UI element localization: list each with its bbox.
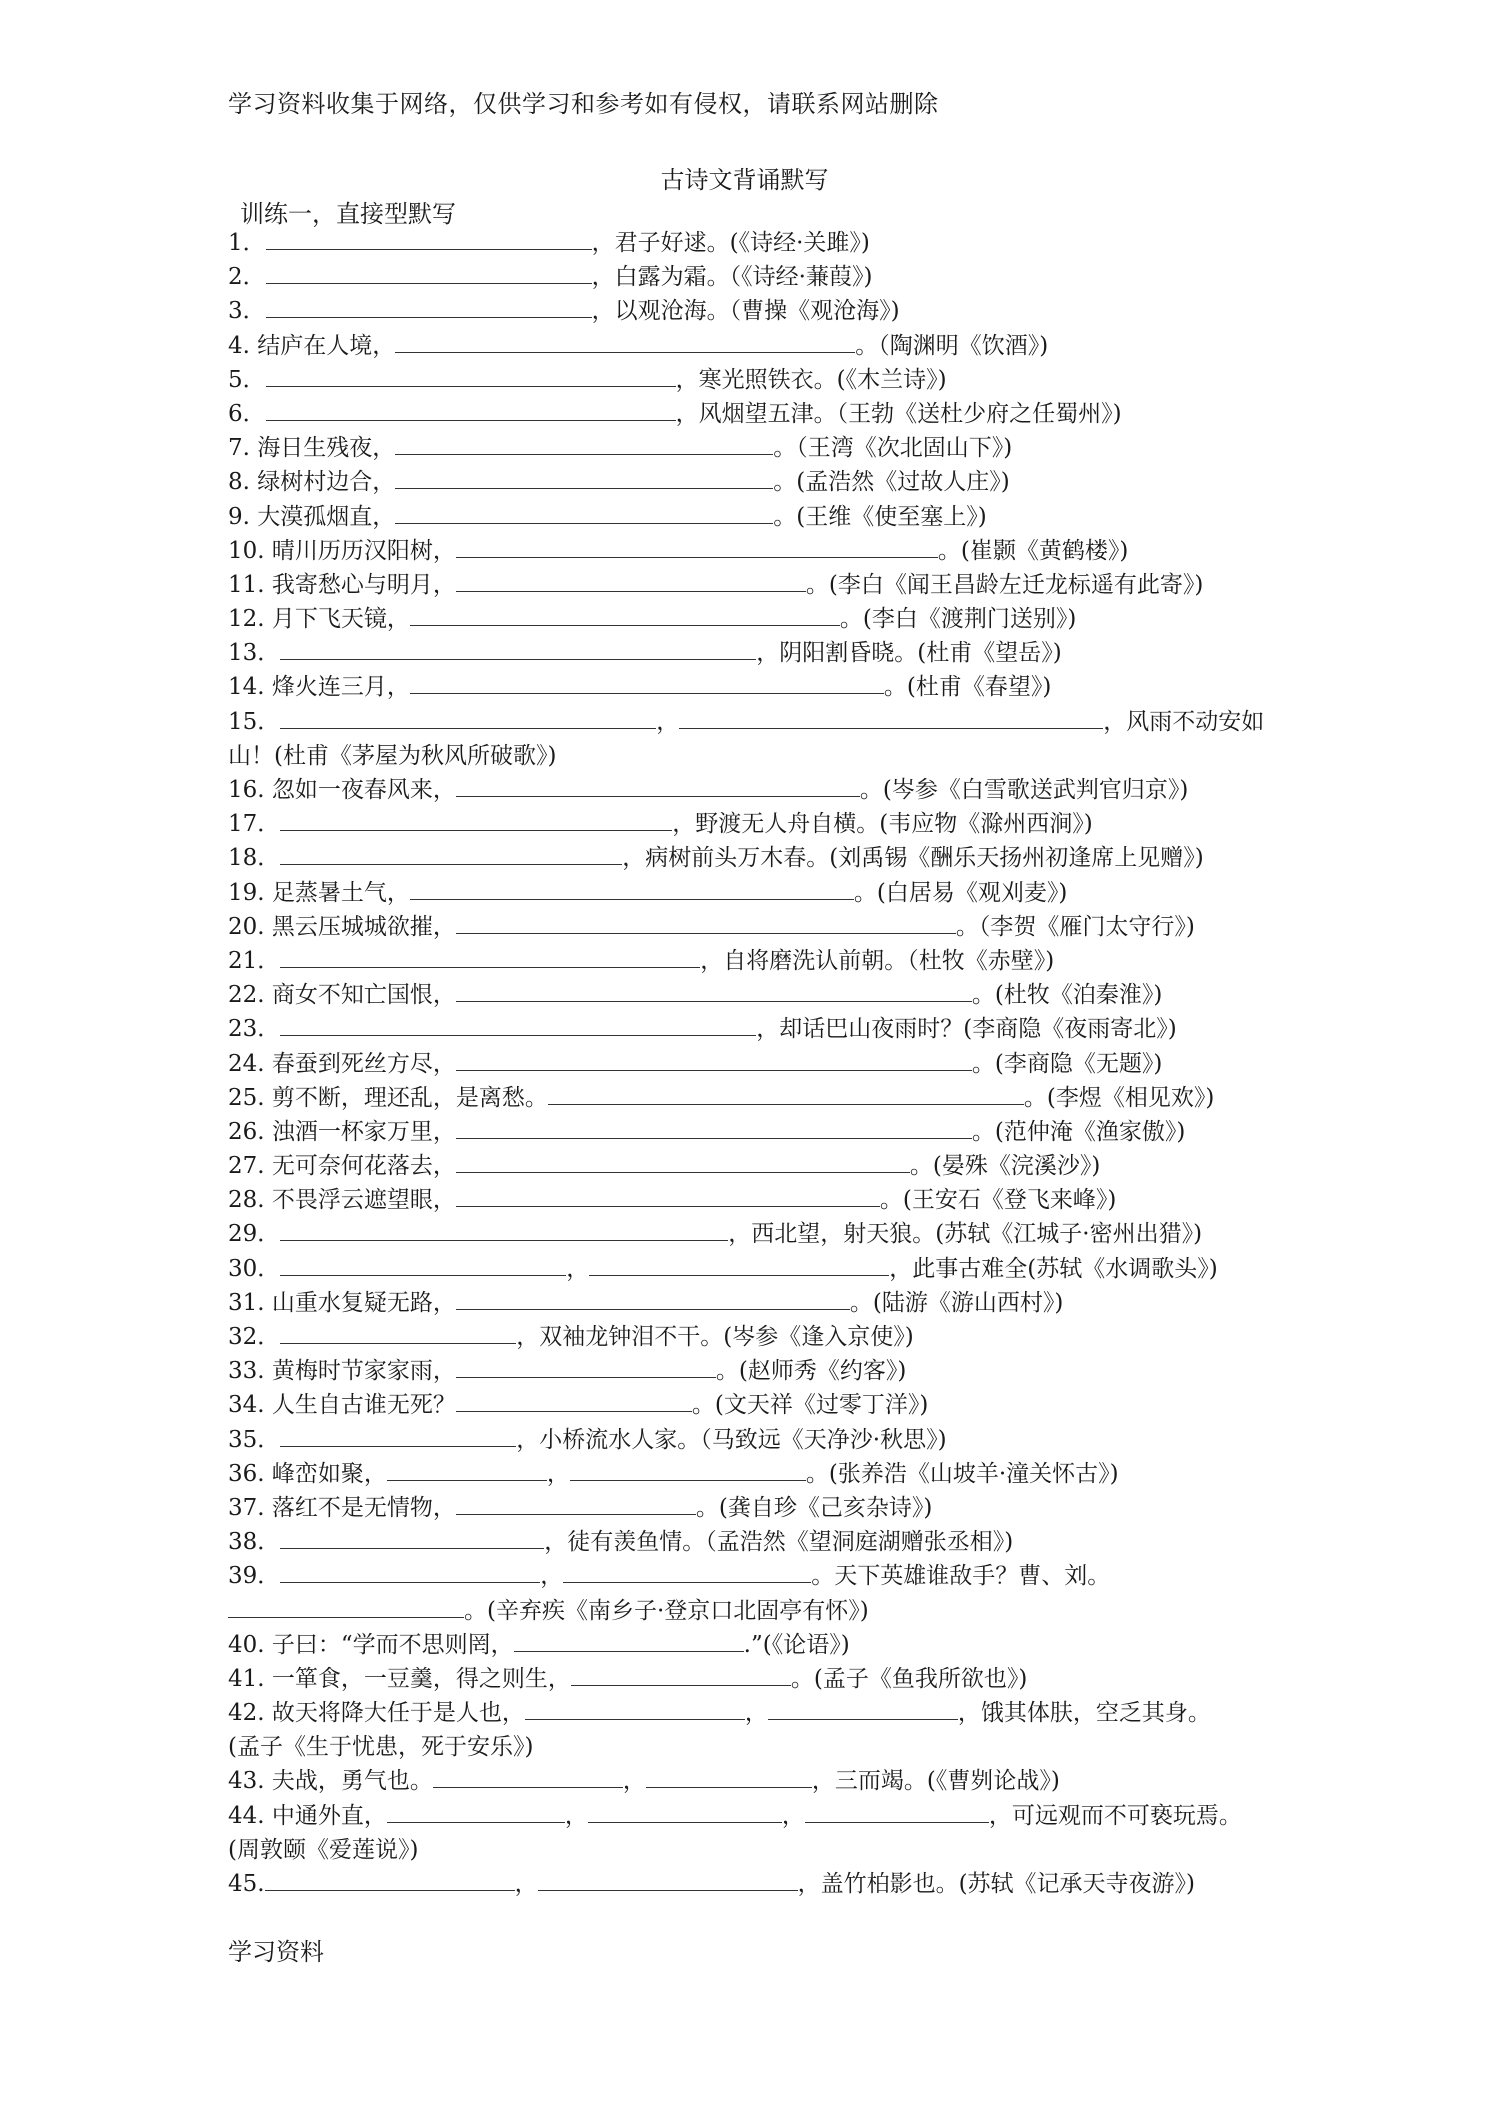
exercise-line [228, 705, 1288, 739]
line-text: ，三而竭。(《曹刿论战》) [811, 1768, 1060, 1795]
line-text: 。(龚自珍《己亥杂诗》) [695, 1494, 933, 1521]
line-text: ，饿其体肤，空乏其身。 [957, 1700, 1211, 1727]
exercise-line [228, 1320, 1288, 1354]
answer-blank[interactable] [589, 1255, 889, 1276]
line-text: 5． [228, 366, 266, 393]
answer-blank[interactable] [456, 913, 956, 934]
exercise-line [228, 1115, 1288, 1149]
line-text: ，病树前头万木春。(刘禹锡《酬乐天扬州初逢席上见赠》) [622, 845, 1204, 872]
answer-blank[interactable] [456, 981, 972, 1002]
line-text: 10. 晴川历历汉阳树， [228, 537, 456, 564]
exercise-line [228, 841, 1288, 875]
answer-blank[interactable] [514, 1631, 744, 1652]
line-text: 。(杜牧《泊秦淮》) [971, 982, 1163, 1009]
line-text: 。(杜甫《春望》) [883, 674, 1052, 701]
line-text: 24. 春蚕到死丝方尽， [228, 1050, 456, 1077]
exercise-line [228, 534, 1288, 568]
answer-blank[interactable] [266, 229, 592, 250]
line-text: 。(崔颢《黄鹤楼》) [937, 537, 1129, 564]
line-text: 39． [228, 1563, 281, 1590]
answer-blank[interactable] [387, 1802, 565, 1823]
line-text: 6． [228, 400, 266, 427]
line-text: ， [781, 1802, 805, 1829]
exercise-line [228, 670, 1288, 704]
exercise-line [228, 876, 1288, 910]
answer-blank[interactable] [280, 1255, 566, 1276]
answer-blank[interactable] [280, 844, 622, 865]
line-text: ，西北望，射天狼。(苏轼《江城子·密州出猎》) [728, 1221, 1203, 1248]
line-text: 14. 烽火连三月， [228, 674, 410, 701]
line-text: 9. 大漠孤烟直， [228, 503, 396, 530]
line-text: 15． [228, 708, 281, 735]
exercise-line [228, 1012, 1288, 1046]
answer-blank[interactable] [266, 400, 676, 421]
line-text: 。(李煜《相见欢》) [1023, 1084, 1215, 1111]
line-text: 。（陶渊明《饮酒》) [855, 332, 1049, 359]
line-text: 19. 足蒸暑土气， [228, 879, 410, 906]
exercise-line [228, 602, 1288, 636]
answer-blank[interactable] [456, 571, 806, 592]
line-text: 。(白居易《观刈麦》) [853, 879, 1068, 906]
line-text: 3． [228, 298, 266, 325]
document-title: 古诗文背诵默写 [660, 166, 829, 194]
exercise-line [228, 944, 1288, 978]
line-text: 11. 我寄愁心与明月， [228, 571, 456, 598]
answer-blank[interactable] [456, 1050, 972, 1071]
line-text: ，盖竹柏影也。(苏轼《记承天寺夜游》) [797, 1871, 1196, 1897]
exercise-line [228, 807, 1288, 841]
answer-blank[interactable] [433, 1767, 623, 1788]
answer-blank[interactable] [387, 1460, 547, 1481]
answer-blank[interactable] [280, 639, 756, 660]
line-text: 34. 人生自古谁无死？ [228, 1392, 456, 1419]
line-text: 32． [228, 1324, 281, 1350]
line-text: 22. 商女不知亡国恨， [228, 982, 456, 1009]
line-text: ，小桥流水人家。（马致远《天净沙·秋思》) [516, 1426, 947, 1453]
answer-blank[interactable] [548, 1084, 1024, 1105]
exercise-line [228, 1081, 1288, 1115]
answer-blank[interactable] [410, 605, 840, 626]
exercise-line [228, 431, 1288, 465]
line-text: 2． [228, 264, 266, 291]
answer-blank[interactable] [456, 1152, 910, 1173]
line-text: 。(文天祥《过零丁洋》) [691, 1392, 929, 1419]
line-text: ，白露为霜。（《诗经·蒹葭》) [591, 264, 873, 291]
exercise-line [228, 1594, 1288, 1628]
answer-blank[interactable] [280, 708, 656, 729]
exercise-line [228, 636, 1288, 670]
answer-blank[interactable] [410, 673, 884, 694]
line-text: 40. 子曰：“学而不思则罔， [228, 1631, 514, 1658]
section-heading: 训练一，直接型默写 [240, 200, 456, 228]
line-text: ，可远观而不可亵玩焉。 [988, 1802, 1242, 1829]
line-text: 。（李贺《雁门太守行》) [955, 913, 1195, 940]
answer-blank[interactable] [280, 1323, 516, 1344]
line-text: 35． [228, 1426, 281, 1453]
line-text: ，此事古难全(苏轼《水调歌头》) [889, 1255, 1218, 1282]
line-text: 。(张养浩《山坡羊·潼关怀古》) [805, 1460, 1119, 1487]
exercise-line [228, 1423, 1288, 1457]
exercise-line [228, 1286, 1288, 1320]
exercise-line [228, 1764, 1288, 1798]
answer-blank[interactable] [280, 810, 672, 831]
answer-blank[interactable] [768, 1699, 958, 1720]
answer-blank[interactable] [395, 468, 773, 489]
line-text: 28. 不畏浮云遮望眼， [228, 1187, 456, 1214]
line-text: ，君子好逑。(《诗经·关雎》) [591, 230, 870, 256]
answer-blank[interactable] [395, 434, 773, 455]
answer-blank[interactable] [456, 1494, 696, 1515]
exercise-line [228, 294, 1288, 328]
line-text: 。(李白《渡荆门送别》) [839, 606, 1077, 633]
exercise-line [228, 1047, 1288, 1081]
line-text: 13． [228, 640, 281, 667]
line-text: 21． [228, 947, 281, 974]
line-text: 。天下英雄谁敌手？曹、刘。 [811, 1563, 1111, 1590]
answer-blank[interactable] [538, 1870, 798, 1891]
exercise-line [228, 1388, 1288, 1422]
exercise-line [228, 1491, 1288, 1525]
line-text: 4. 结庐在人境， [228, 332, 396, 359]
footer-note: 学习资料 [228, 1938, 324, 1966]
exercise-line [228, 500, 1288, 534]
line-text: 44. 中通外直， [228, 1802, 387, 1829]
line-text: 43. 夫战，勇气也。 [228, 1768, 433, 1795]
line-text: 30． [228, 1255, 281, 1282]
line-text: ，徒有羡鱼情。（孟浩然《望洞庭湖赠张丞相》) [544, 1529, 1014, 1556]
answer-blank[interactable] [456, 1118, 972, 1139]
line-text: .”(《论语》) [743, 1631, 850, 1658]
line-text: 1． [228, 230, 266, 256]
line-text: 8. 绿树村边合， [228, 469, 396, 496]
answer-blank[interactable] [588, 1802, 782, 1823]
line-text: 。(辛弃疾《南乡子·登京口北固亭有怀》) [464, 1597, 869, 1624]
line-text: ， [622, 1768, 646, 1795]
answer-blank[interactable] [410, 879, 854, 900]
line-text: ，以观沧海。（曹操《观沧海》) [591, 298, 900, 325]
exercise-line [228, 1149, 1288, 1183]
exercise-line [228, 1730, 1288, 1764]
line-text: (孟子《生于忧患，死于安乐》) [228, 1734, 534, 1761]
answer-blank[interactable] [570, 1460, 806, 1481]
line-text: ，自将磨洗认前朝。（杜牧《赤壁》) [700, 947, 1055, 974]
line-text: ，风烟望五津。（王勃《送杜少府之任蜀州》) [675, 400, 1122, 427]
line-text: 。（王湾《次北固山下》) [773, 435, 1013, 462]
line-text: 。(陆游《游山西村》) [849, 1289, 1064, 1316]
answer-blank[interactable] [280, 947, 700, 968]
exercise-line [228, 1252, 1288, 1286]
line-text: 。(李白《闻王昌龄左迁龙标遥有此寄》) [805, 571, 1204, 598]
exercise-line [228, 363, 1288, 397]
exercise-line [228, 1799, 1288, 1833]
exercise-line [228, 773, 1288, 807]
line-text: 17． [228, 811, 281, 838]
line-text: ，寒光照铁衣。(《木兰诗》) [675, 366, 947, 393]
exercise-line [228, 329, 1288, 363]
answer-blank[interactable] [456, 1289, 850, 1310]
exercise-line [228, 260, 1288, 294]
answer-blank[interactable] [265, 1870, 515, 1891]
exercise-list [228, 226, 1288, 1901]
line-text: 。(岑参《白雪歌送武判官归京》) [859, 777, 1189, 803]
exercise-line [228, 397, 1288, 431]
answer-blank[interactable] [395, 503, 773, 524]
exercise-line [228, 978, 1288, 1012]
answer-blank[interactable] [228, 1597, 464, 1618]
line-text: 。(孟浩然《过故人庄》) [773, 469, 1010, 496]
answer-blank[interactable] [280, 1015, 756, 1036]
answer-blank[interactable] [280, 1562, 540, 1583]
exercise-line [228, 1696, 1288, 1730]
exercise-line [228, 910, 1288, 944]
line-text: 。(赵师秀《约客》) [715, 1358, 907, 1385]
answer-blank[interactable] [679, 708, 1103, 729]
line-text: 26. 浊酒一杯家万里， [228, 1118, 456, 1145]
answer-blank[interactable] [456, 1391, 692, 1412]
answer-blank[interactable] [456, 537, 938, 558]
line-text: 12. 月下飞天镜， [228, 606, 410, 633]
line-text: 38． [228, 1529, 281, 1556]
line-text: ， [514, 1871, 538, 1897]
answer-blank[interactable] [805, 1802, 989, 1823]
answer-blank[interactable] [456, 776, 860, 797]
exercise-line [228, 1217, 1288, 1251]
line-text: 。(王安石《登飞来峰》) [879, 1187, 1117, 1214]
exercise-line [228, 226, 1288, 260]
exercise-line [228, 1525, 1288, 1559]
line-text: 45. [228, 1871, 265, 1897]
line-text: 。(李商隐《无题》) [971, 1050, 1163, 1077]
line-text: 20. 黑云压城城欲摧， [228, 913, 456, 940]
answer-blank[interactable] [280, 1426, 516, 1447]
line-text: 29． [228, 1221, 281, 1248]
exercise-line [228, 465, 1288, 499]
header-note: 学习资料收集于网络，仅供学习和参考如有侵权，请联系网站删除 [228, 90, 939, 118]
answer-blank[interactable] [280, 1220, 728, 1241]
line-text: 山！(杜甫《茅屋为秋风所破歌》) [228, 742, 557, 769]
answer-blank[interactable] [266, 263, 592, 284]
exercise-line [228, 1833, 1288, 1867]
line-text: ， [566, 1255, 590, 1282]
line-text: ， [540, 1563, 564, 1590]
line-text: 33. 黄梅时节家家雨， [228, 1358, 456, 1385]
line-text: 。(孟子《鱼我所欲也》) [790, 1665, 1028, 1692]
answer-blank[interactable] [266, 366, 676, 387]
exercise-line [228, 1559, 1288, 1593]
line-text: 7. 海日生残夜， [228, 435, 396, 462]
line-text: ，阴阳割昏晓。(杜甫《望岳》) [756, 640, 1062, 667]
exercise-line [228, 1183, 1288, 1217]
exercise-line [228, 1867, 1288, 1901]
line-text: 42. 故天将降大任于是人也， [228, 1700, 525, 1727]
answer-blank[interactable] [456, 1357, 716, 1378]
exercise-line [228, 739, 1288, 773]
line-text: 25. 剪不断，理还乱，是离愁。 [228, 1084, 548, 1111]
line-text: 。(晏殊《浣溪沙》) [909, 1153, 1101, 1180]
line-text: ， [564, 1802, 588, 1829]
exercise-line [228, 1457, 1288, 1491]
line-text: ，风雨不动安如 [1103, 708, 1265, 735]
line-text: 27. 无可奈何花落去， [228, 1153, 456, 1180]
answer-blank[interactable] [646, 1767, 812, 1788]
line-text: ，双袖龙钟泪不干。(岑参《逢入京使》) [516, 1324, 914, 1350]
line-text: 41. 一箪食，一豆羹，得之则生， [228, 1665, 571, 1692]
line-text: ，野渡无人舟自横。(韦应物《滁州西涧》) [672, 811, 1093, 838]
answer-blank[interactable] [395, 332, 855, 353]
exercise-line [228, 1354, 1288, 1388]
exercise-line [228, 568, 1288, 602]
line-text: 31. 山重水复疑无路， [228, 1289, 456, 1316]
line-text: (周敦颐《爱莲说》) [228, 1836, 419, 1863]
line-text: 。(王维《使至塞上》) [773, 503, 987, 530]
answer-blank[interactable] [456, 1186, 880, 1207]
line-text: 23． [228, 1016, 281, 1043]
exercise-line [228, 1628, 1288, 1662]
answer-blank[interactable] [563, 1562, 811, 1583]
answer-blank[interactable] [571, 1665, 791, 1686]
line-text: 。(范仲淹《渔家傲》) [971, 1118, 1186, 1145]
answer-blank[interactable] [280, 1528, 544, 1549]
exercise-line [228, 1662, 1288, 1696]
answer-blank[interactable] [525, 1699, 745, 1720]
line-text: 37. 落红不是无情物， [228, 1494, 456, 1521]
line-text: 18． [228, 845, 281, 872]
line-text: 36. 峰峦如聚， [228, 1460, 387, 1487]
line-text: ， [546, 1460, 570, 1487]
line-text: ，却话巴山夜雨时？(李商隐《夜雨寄北》) [756, 1016, 1177, 1043]
line-text: ， [744, 1700, 768, 1727]
line-text: 16. 忽如一夜春风来， [228, 777, 456, 803]
answer-blank[interactable] [266, 297, 592, 318]
line-text: ， [656, 708, 680, 735]
